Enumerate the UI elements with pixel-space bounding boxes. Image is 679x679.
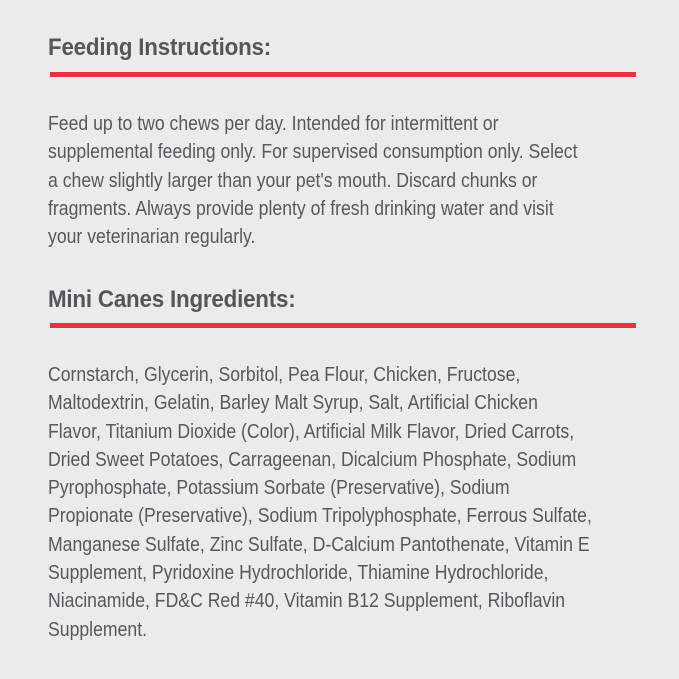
ingredients-section — [48, 285, 636, 315]
feeding-instructions-text — [48, 110, 598, 251]
feeding-instructions-divider — [50, 72, 636, 77]
ingredients-text-line: Propionate (Preservative), Sodium Tripolyphosphate, Ferrous Sulfate, — [48, 504, 592, 528]
ingredients-text-line: Supplement, Pyridoxine Hydrochloride, Thiamine Hydrochloride, — [48, 561, 549, 585]
ingredients-text-line: Supplement. — [48, 617, 147, 641]
ingredients-text-line: Flavor, Titanium Dioxide (Color), Artificial Milk Flavor, Dried Carrots, — [48, 419, 575, 443]
feeding-instructions-section — [48, 33, 636, 63]
feeding-text-line: a chew slightly larger than your pet's mouth. Discard chunks or — [48, 168, 538, 192]
feeding-instructions-heading: Feeding Instructions: — [48, 34, 272, 61]
ingredients-text-line: Manganese Sulfate, Zinc Sulfate, D-Calcium Pantothenate, Vitamin E — [48, 532, 590, 556]
ingredients-text — [48, 361, 598, 644]
ingredients-text-line: Niacinamide, FD&C Red #40, Vitamin B12 Supplement, Riboflavin — [48, 589, 566, 613]
feeding-text-line: fragments. Always provide plenty of fresh drinking water and visit — [48, 196, 554, 220]
ingredients-divider — [50, 323, 636, 328]
feeding-text-line: your veterinarian regularly. — [48, 225, 256, 249]
ingredients-text-line: Pyrophosphate, Potassium Sorbate (Preservative), Sodium — [48, 476, 510, 500]
ingredients-text-line: Cornstarch, Glycerin, Sorbitol, Pea Flour, Chicken, Fructose, — [48, 363, 521, 386]
ingredients-text-line: Maltodextrin, Gelatin, Barley Malt Syrup, Salt, Artificial Chicken — [48, 391, 538, 415]
feeding-text-line: Feed up to two chews per day. Intended for intermittent or — [48, 112, 499, 135]
ingredients-text-line: Dried Sweet Potatoes, Carrageenan, Dicalcium Phosphate, Sodium — [48, 447, 577, 471]
ingredients-heading: Mini Canes Ingredients: — [48, 286, 296, 313]
feeding-text-line: supplemental feeding only. For supervised consumption only. Select — [48, 140, 578, 164]
